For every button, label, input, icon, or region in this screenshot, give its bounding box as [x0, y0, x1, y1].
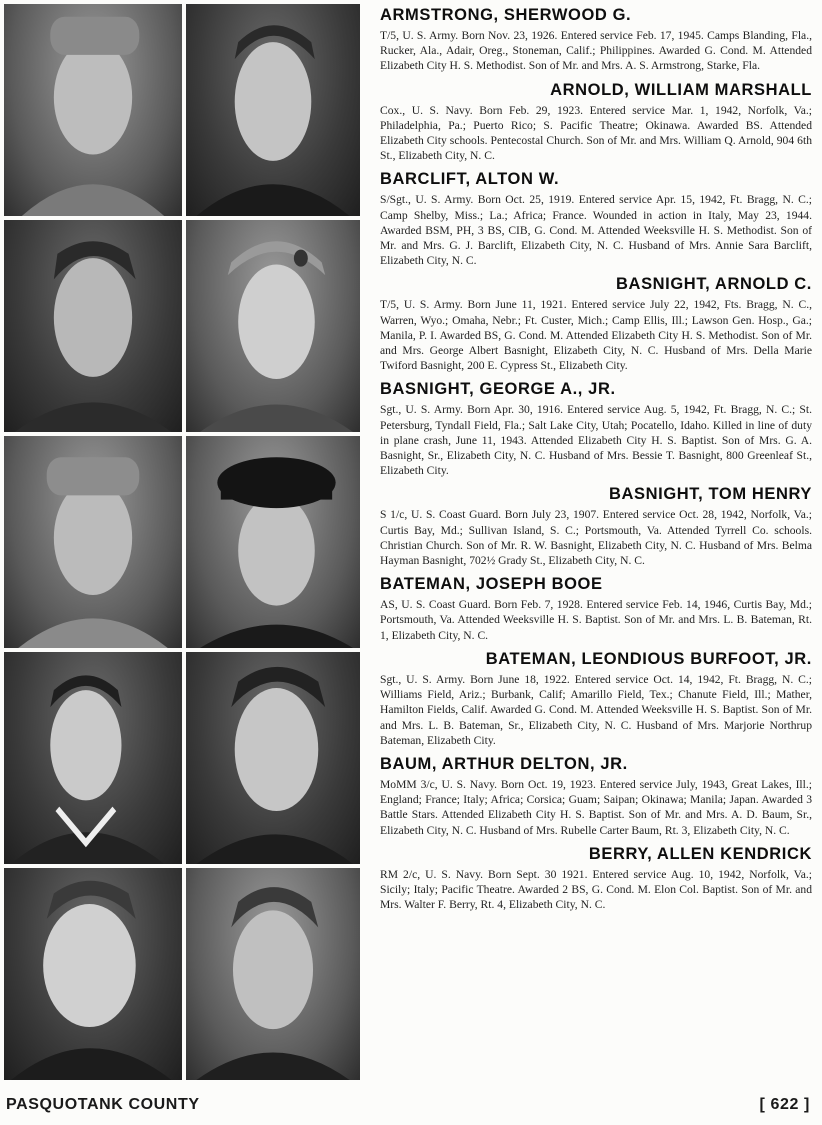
entry-name: BAUM, ARTHUR DELTON, JR. — [380, 754, 628, 773]
portrait-berry-photo — [186, 868, 360, 1080]
entry-bateman-joseph — [380, 575, 812, 643]
entry-name: BASNIGHT, ARNOLD C. — [616, 275, 812, 294]
entry-name: BASNIGHT, GEORGE A., JR. — [380, 380, 616, 399]
portrait-barclift-photo — [4, 220, 182, 432]
entry-basnight-tom — [380, 485, 812, 568]
entry-bio: Sgt., U. S. Army. Born Apr. 30, 1916. Entered service Aug. 5, 1942, Ft. Bragg, N. C.; St. Petersburg, Tyndall Field, Fla.; Salt Lake City, Utah; Pocatello, Idaho. Killed in line of duty in plane crash, June 11, 1943. Attended Elizabeth City H. S. Baptist. Son of Mrs. G. A. Basnight, Sr., Elizabeth City, N. C. Husband of Mrs. Bessie T. Basnight, 800 Greenleaf St., Elizabeth City. — [380, 403, 812, 478]
portrait-bateman-leondious-photo — [186, 652, 360, 864]
entry-berry — [380, 845, 812, 913]
entry-name: BASNIGHT, TOM HENRY — [609, 485, 812, 504]
entry-bio: S/Sgt., U. S. Army. Born Oct. 25, 1919. Entered service Apr. 15, 1942, Ft. Bragg, N. C.; Camp Shelby, Miss.; La.; Africa; France. Wounded in action in Italy, May 23, 1944. Awarded BSM, PH, 3 BS, CIB, G. Cond. M. Attended Weeksville H. S. Methodist. Son of Mr. and Mrs. G. J. Barclift, Elizabeth City, N. C. Husband of Mrs. Annie Sara Barclift, Elizabeth City, N. C. — [380, 193, 812, 268]
entry-bio: MoMM 3/c, U. S. Navy. Born Oct. 19, 1923. Entered service July, 1943, Great Lakes, Ill.; England; France; Italy; Africa; Corsica; Guam; Saipan; Okinawa; Manila; Japan. Awarded 3 Battle Stars. Attended Elizabeth City H. S. Baptist. Son of Mr. and Mrs. A. D. Baum, Sr., Elizabeth City, N. C. Husband of Mrs. Rubelle Carter Baum, Rt. 3, Elizabeth City, N. C. — [380, 777, 812, 837]
entry-bio: T/5, U. S. Army. Born June 11, 1921. Entered service July 22, 1942, Fts. Bragg, N. C., Warren, Wyo.; Omaha, Nebr.; Ft. Custer, Mich.; Camp Ellis, Ill.; Lawson Gen. Hosp., Ga.; Manila, P. I. Awarded BS, G. Cond. M. Attended Elizabeth City H. S. Methodist. Son of Mr. and Mrs. George Albert Basnight, Elizabeth City, N. C. Husband of Mrs. Della Marie Twiford Basnight, 200 E. Cypress St., Elizabeth City. — [380, 298, 812, 373]
entry-bio: Cox., U. S. Navy. Born Feb. 29, 1923. Entered service Mar. 1, 1942, Norfolk, Va.; Philadelphia, Pa.; Puerto Rico; S. Pacific Theatre; Okinawa. Awarded BS. Attended Elizabeth City schools. Pentecostal Church. Son of Mr. and Mrs. William Q. Arnold, 904 6th St., Elizabeth City, N. C. — [380, 103, 812, 163]
portrait-grid — [4, 4, 360, 1080]
entry-basnight-george — [380, 380, 812, 478]
entry-bio: AS, U. S. Coast Guard. Born Feb. 7, 1928. Entered service Feb. 14, 1946, Curtis Bay, Md.; Portsmouth, Va. Attended Weeksville H. S. Baptist. Son of Mr. and Mrs. L. B. Bateman, Rt. 1, Elizabeth City, N. C. — [380, 598, 812, 642]
entry-name: ARMSTRONG, SHERWOOD G. — [380, 6, 632, 24]
biography-column — [380, 6, 812, 919]
portrait-basnight-arnold-photo — [186, 220, 360, 432]
entry-bio: T/5, U. S. Army. Born Nov. 23, 1926. Entered service Feb. 17, 1945. Camps Blanding, Fla., Rucker, Ala., Adair, Oreg., Stoneman, Calif.; Philippines. Awarded G. Cond. M. Attended Elizabeth City H. S. Methodist. Son of Mr. and Mrs. A. S. Armstrong, Starke, Fla. — [380, 29, 812, 73]
entry-bio: S 1/c, U. S. Coast Guard. Born July 23, 1907. Entered service Oct. 28, 1942, Norfolk, Va.; Curtis Bay, Md.; Sullivan Island, S. C.; Portsmouth, Va. Attended Tyrrell Co. schools. Christian Church. Son of Mr. R. W. Basnight, Elizabeth City, N. C. Husband of Mrs. Belma Hayman Basnight, 702½ Grady St., Elizabeth City, N. C. — [380, 508, 812, 568]
entry-basnight-arnold — [380, 275, 812, 373]
entry-barclift — [380, 170, 812, 268]
page-number: [ 622 ] — [759, 1096, 810, 1113]
portrait-bateman-joseph-photo — [4, 652, 182, 864]
footer-county-label: PASQUOTANK COUNTY — [6, 1096, 200, 1113]
entry-name: BATEMAN, LEONDIOUS BURFOOT, JR. — [485, 649, 812, 668]
entry-name: BATEMAN, JOSEPH BOOE — [380, 575, 603, 594]
entry-name: BERRY, ALLEN KENDRICK — [588, 844, 812, 863]
entry-arnold — [380, 81, 812, 164]
portrait-baum-photo — [4, 868, 182, 1080]
portrait-basnight-george-photo — [4, 436, 182, 648]
entry-bio: Sgt., U. S. Army. Born June 18, 1922. Entered service Oct. 14, 1942, Ft. Bragg, N. C.; Williams Field, Ariz.; Burbank, Calif; Amarillo Field, Tex.; Chanute Field, Ill.; Mather, Hamilton Fields, Calif. Awarded G. Cond. M. Attended Weeksville H. S. Baptist. Son of Mr. and Mrs. L. B. Bateman, Sr., Elizabeth City, N. C. Husband of Mrs. Marjorie Northrup Bateman, Elizabeth City. — [380, 672, 812, 747]
portrait-armstrong-photo — [4, 4, 182, 216]
entry-name: ARNOLD, WILLIAM MARSHALL — [550, 80, 812, 99]
entry-armstrong — [380, 6, 812, 74]
entry-baum — [380, 755, 812, 838]
entry-bateman-leondious — [380, 650, 812, 748]
portrait-basnight-tom-photo — [186, 436, 360, 648]
entry-name: BARCLIFT, ALTON W. — [380, 170, 560, 189]
portrait-arnold-photo — [186, 4, 360, 216]
entry-bio: RM 2/c, U. S. Navy. Born Sept. 30 1921. Entered service Aug. 10, 1942, Norfolk, Va.; Sicily; Italy; Pacific Theatre. Awarded 2 BS, G. Cond. M. Elon Col. Baptist. Son of Mr. and Mrs. Walter F. Berry, Rt. 4, Elizabeth City, N. C. — [380, 867, 812, 912]
